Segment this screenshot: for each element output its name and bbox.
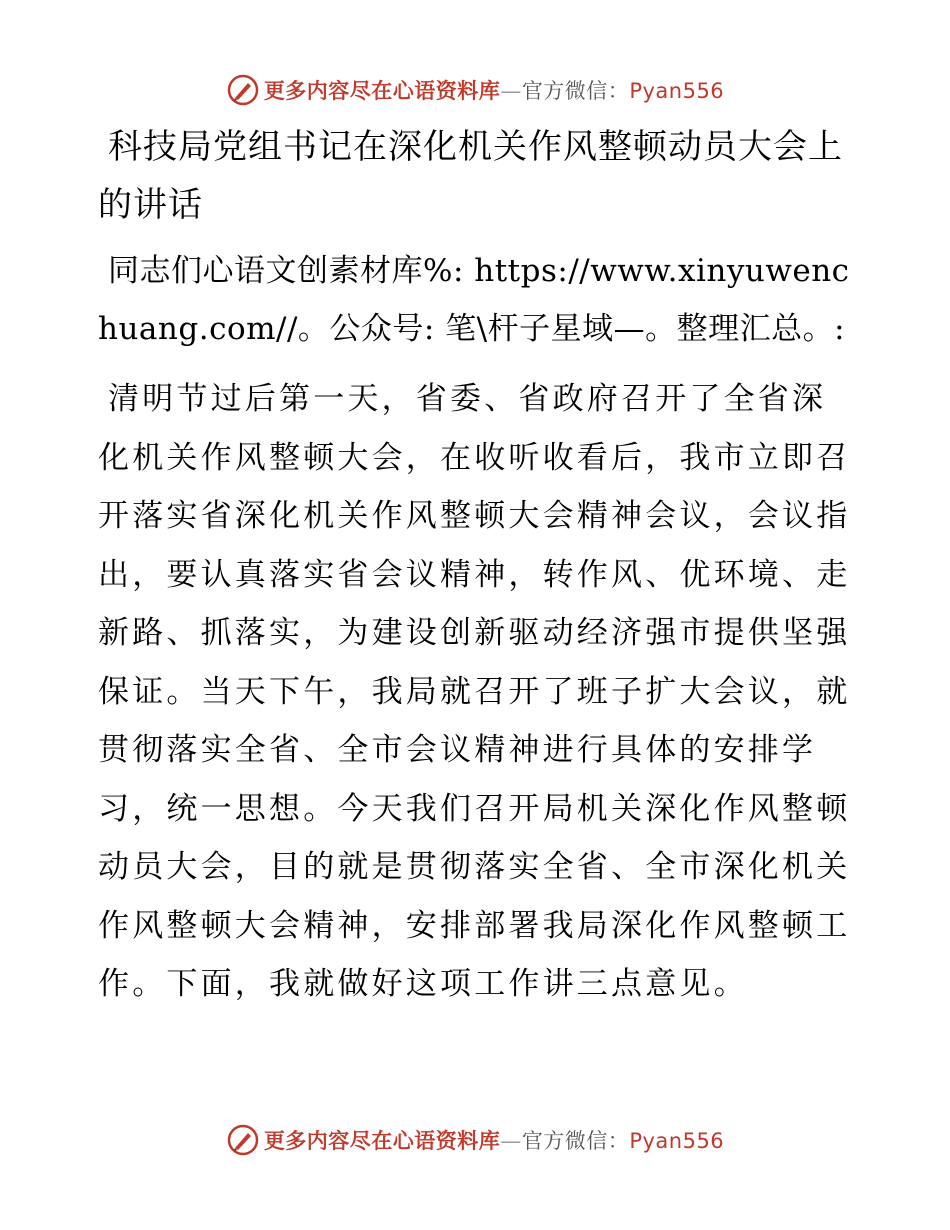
pen-logo-icon: [226, 73, 260, 107]
banner-official-label: 官方微信：: [521, 1129, 630, 1153]
banner-text: [264, 1125, 724, 1155]
banner-main-text: 更多内容尽在心语资料库: [263, 1129, 501, 1153]
banner-separator: —: [500, 79, 522, 103]
document-intro: 同志们心语文创素材库%: https://www.xinyuwenchuang.com//。公众号: 笔\杆子星域—。整理汇总。:: [98, 253, 850, 347]
document-title: 科技局党组书记在深化机关作风整顿动员大会上的讲话: [98, 127, 843, 225]
document-body: [98, 118, 858, 1014]
banner-wechat-id: Pyan556: [629, 1129, 725, 1153]
banner-separator: —: [500, 1129, 522, 1153]
pen-logo-icon: [226, 1123, 260, 1157]
header-banner: [0, 70, 950, 110]
footer-banner: [0, 1120, 950, 1160]
banner-text: [264, 75, 724, 105]
banner-wechat-id: Pyan556: [629, 79, 725, 103]
banner-official-label: 官方微信：: [521, 79, 630, 103]
banner-main-text: 更多内容尽在心语资料库: [263, 79, 501, 103]
document-paragraph: 清明节过后第一天，省委、省政府召开了全省深化机关作风整顿大会，在收听收看后，我市立即召开落实省深化机关作风整顿大会精神会议，会议指出，要认真落实省会议精神，转作风、优环境、走新路、抓落实，为建设创新驱动经济强市提供坚强保证。当天下午，我局就召开了班子扩大会议，就贯彻落实全省、全市会议精神进行具体的安排学习，统一思想。今天我们召开局机关深化作风整顿动员大会，目的就是贯彻落实全省、全市深化机关作风整顿大会精神，安排部署我局深化作风整顿工作。下面，我就做好这项工作讲三点意见。: [98, 381, 851, 1002]
